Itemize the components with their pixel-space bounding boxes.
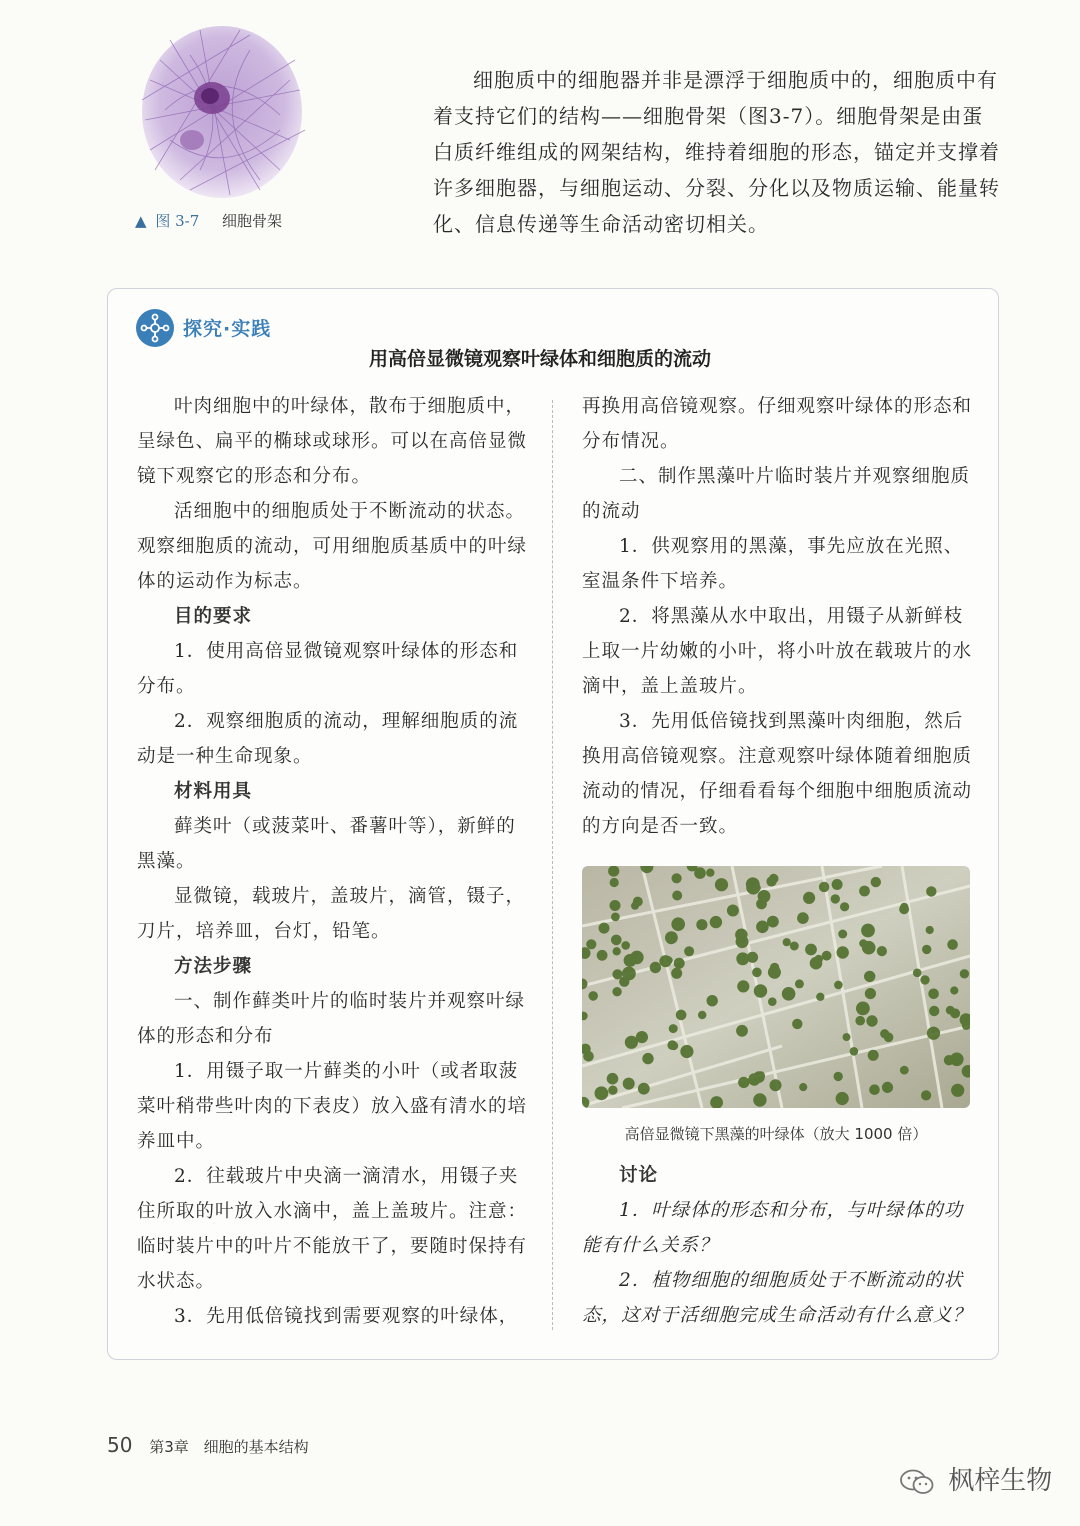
chloroplast-dot [583,1051,594,1062]
chloroplast-dot [769,968,780,979]
chloroplast-dot [715,878,728,891]
materials-item: 藓类叶（或菠菜叶、番薯叶等），新鲜的黑藻。 [137,816,516,872]
chloroplast-dot [667,1040,677,1050]
chloroplast-dot [625,1036,638,1049]
chloroplast-dot [610,900,621,911]
chloroplast-dot [599,923,610,934]
chloroplast-dot [795,979,804,988]
chloroplast-dot [871,877,881,887]
chloroplast-dot [607,1073,619,1085]
chloroplast-micrograph-image [582,866,970,1108]
paragraph: 叶肉细胞中的叶绿体，散布于细胞质中，呈绿色、扁平的椭球或球形。可以在高倍显微镜下观察它的形态和分布。 [137,396,528,487]
chloroplast-dot [638,1083,650,1095]
section-heading-materials: 材料用具 [174,781,253,802]
chloroplast-dot [837,946,849,958]
watermark [900,1460,1052,1497]
chloroplast-dot [727,905,739,917]
chloroplast-dot [672,873,682,883]
chloroplast-dot [816,993,824,1001]
wechat-icon [900,1469,934,1495]
chloroplast-dot [766,876,776,886]
goal-item: 1．使用高倍显微镜观察叶绿体的形态和分布。 [137,641,519,697]
chloroplast-dot [736,1025,748,1037]
step-item: 3．先用低倍镜找到黑藻叶肉细胞，然后换用高倍镜观察。注意观察叶绿体随着细胞质流动的情况，仔细看看每个细胞中细胞质流动的方向是否一致。 [582,711,973,837]
watermark-text: 枫梓生物 [948,1466,1053,1496]
column-divider [552,400,553,1330]
chloroplast-dot [753,1093,766,1106]
chloroplast-dot [665,956,673,964]
chloroplast-dot [612,987,621,996]
chloroplast-dot [707,995,718,1006]
page-number: 50 [107,1433,133,1457]
chloroplast-dot [913,969,922,978]
chloroplast-dot [832,879,843,890]
chloroplast-dot [623,1078,635,1090]
chloroplast-dot [671,917,685,931]
chloroplast-dot [610,878,619,887]
chloroplast-dot [866,1015,877,1026]
photo-caption: 高倍显微镜下黑藻的叶绿体（放大 1000 倍） [624,1125,928,1143]
right-column-top [582,389,974,844]
chloroplast-dot [855,1016,865,1026]
chloroplast-dot [633,897,643,907]
chloroplast-dot [790,942,799,951]
activity-title: 用高倍显微镜观察叶绿体和细胞质的流动 [368,348,711,370]
chloroplast-dot [859,886,870,897]
chloroplast-dot [611,913,620,922]
step-item: 2．将黑藻从水中取出，用镊子从新鲜枝上取一片幼嫩的小叶，将小叶放在载玻片的水滴中，盖上盖玻片。 [582,606,973,697]
chloroplast-dot [803,892,815,904]
chloroplast-dot [947,939,958,950]
chloroplast-dot [666,934,676,944]
chloroplast-dot [595,1086,609,1100]
chloroplast-dot [865,988,876,999]
chloroplast-dot [921,1090,931,1100]
chloroplast-dot [861,924,875,938]
page-footer [107,1433,309,1457]
chloroplast-dot [927,1027,940,1040]
chloroplast-dot [928,989,939,1000]
figure-number: 图 3-7 [155,212,200,230]
chloroplast-dot [676,1010,687,1021]
left-column [137,389,527,1334]
chloroplast-dot [799,1083,807,1091]
step-part-heading: 一、制作藓类叶片的临时装片并观察叶绿体的形态和分布 [137,991,526,1047]
chloroplast-dot [950,986,958,994]
section-heading-steps: 方法步骤 [174,956,253,977]
section-heading-discussion: 讨论 [619,1165,659,1186]
chloroplast-dot [951,1084,964,1097]
step-part-heading: 二、制作黑藻叶片临时装片并观察细胞质的流动 [582,466,971,522]
chloroplast-dot [642,1053,653,1064]
chloroplast-dot [880,1029,889,1038]
chloroplast-dot [736,935,749,948]
chloroplast-dot [684,946,694,956]
chloroplast-dot [960,969,969,978]
figure-caption [135,210,282,231]
chloroplast-dot [608,866,619,877]
chloroplast-dot [843,1033,851,1041]
chloroplast-dot [608,1086,617,1095]
chloroplast-dot [922,945,931,954]
intro-paragraph: 细胞质中的细胞器并非是漂浮于细胞质中的，细胞质中有着支持它们的结构——细胞骨架（图3-7）。细胞骨架是由蛋白质纤维组成的网架结构，维持着细胞的形态，锚定并支撑着许多细胞器，与细胞运动、分裂、分化以及物质运输、能量转化、信息传递等生命活动密切相关。 [433,68,1000,236]
chloroplast-dot [630,951,644,965]
chloroplast-dot [877,946,887,956]
chloroplast-dot [838,930,847,939]
chloroplast-dot [950,1053,964,1067]
chloroplast-dot [805,944,817,956]
chloroplast-dot [756,899,767,910]
chloroplast-dot [783,938,791,946]
chloroplast-dot [611,935,622,946]
chapter-title: 细胞的基本结构 [203,1438,309,1456]
step-item: 1．用镊子取一片藓类的小叶（或者取菠菜叶稍带些叶肉的下表皮）放入盛有清水的培养皿中。 [137,1061,528,1152]
cytoskeleton-image [130,20,310,200]
chloroplast-dot [672,891,682,901]
chloroplast-dot [946,1006,955,1015]
chloroplast-dot [737,980,749,992]
step-item: 2．往载玻片中央滴一滴清水，用镊子夹住所取的叶放入水滴中，盖上盖玻片。注意：临时装片中的叶片不能放干了，要随时保持有水状态。 [137,1166,528,1292]
chloroplast-dot [674,958,685,969]
discussion-question: 2．植物细胞的细胞质处于不断流动的状态，这对于活细胞完成生命活动有什么意义？ [582,1270,973,1326]
chloroplast-dot [856,1002,870,1016]
goal-item: 2．观察细胞质的流动，理解细胞质的流动是一种生命现象。 [137,711,519,767]
chloroplast-dot [899,904,909,914]
chloroplast-dot [736,952,749,965]
triangle-marker-icon: ▲ [135,212,147,230]
paragraph: 活细胞中的细胞质处于不断流动的状态。观察细胞质的流动，可用细胞质基质中的叶绿体的运动作为标志。 [137,501,528,592]
right-column-discussion [582,1158,974,1333]
chloroplast-dot [586,939,596,949]
chloroplast-dot [836,1092,849,1105]
chloroplast-dot [869,1084,880,1095]
chloroplast-dot [669,1024,678,1033]
step-item: 3．先用低倍镜找到需要观察的叶绿体， [174,1306,519,1327]
step-item-continued: 再换用高倍镜观察。仔细观察叶绿体的形态和分布情况。 [582,396,973,452]
chloroplast-dot [926,926,934,934]
chloroplast-dot [746,877,760,891]
chloroplast-dot [597,950,608,961]
chloroplast-dot [864,971,875,982]
chloroplast-dot [613,947,621,955]
chloroplast-dot [868,1050,879,1061]
chloroplast-dot [822,951,832,961]
activity-badge-label: 探究·实践 [183,318,272,340]
chloroplast-dot [754,984,767,997]
chloroplast-dot [900,1066,909,1075]
chloroplast-dot [834,981,843,990]
chloroplast-dot [929,1006,939,1016]
chloroplast-dot [752,968,762,978]
chloroplast-dot [650,962,661,973]
chloroplast-dot [768,997,777,1006]
chloroplast-dot [797,912,809,924]
chloroplast-dot [782,987,796,1001]
chloroplast-dot [792,1019,802,1029]
chapter-number: 第3章 [149,1438,189,1456]
section-heading-goals: 目的要求 [174,606,253,627]
chloroplast-dot [770,1079,782,1091]
discussion-question: 1．叶绿体的形态和分布，与叶绿体的功能有什么关系？ [582,1200,964,1256]
step-item: 1．供观察用的黑藻，事先应放在光照、室温条件下培养。 [582,536,964,592]
chloroplast-dot [850,1047,859,1056]
chloroplast-dot [680,1045,693,1058]
chloroplast-dot [706,869,714,877]
chloroplast-dot [588,991,598,1001]
chloroplast-dot [920,975,929,984]
materials-item: 显微镜，载玻片，盖玻片，滴管，镊子，刀片，培养皿，台灯，铅笔。 [137,886,526,942]
chloroplast-dot [834,1072,843,1081]
chloroplast-dot [767,916,779,928]
chloroplast-dot [831,894,840,903]
chloroplast-dot [882,1082,893,1093]
chloroplast-dot [840,902,849,911]
chloroplast-dot [738,1077,749,1088]
figure-label: 细胞骨架 [222,212,283,230]
chloroplast-dot [819,882,829,892]
chloroplast-dot [926,886,936,896]
chloroplast-dot [671,968,682,979]
network-badge-icon [135,308,175,348]
chloroplast-dot [756,921,769,934]
chloroplast-dot [696,919,707,930]
chloroplast-dot [698,1011,706,1019]
chloroplast-dot [859,939,867,947]
chloroplast-dot [621,941,630,950]
chloroplast-dot [710,916,722,928]
chloroplast-dot [756,1071,765,1080]
chloroplast-dot [612,969,622,979]
